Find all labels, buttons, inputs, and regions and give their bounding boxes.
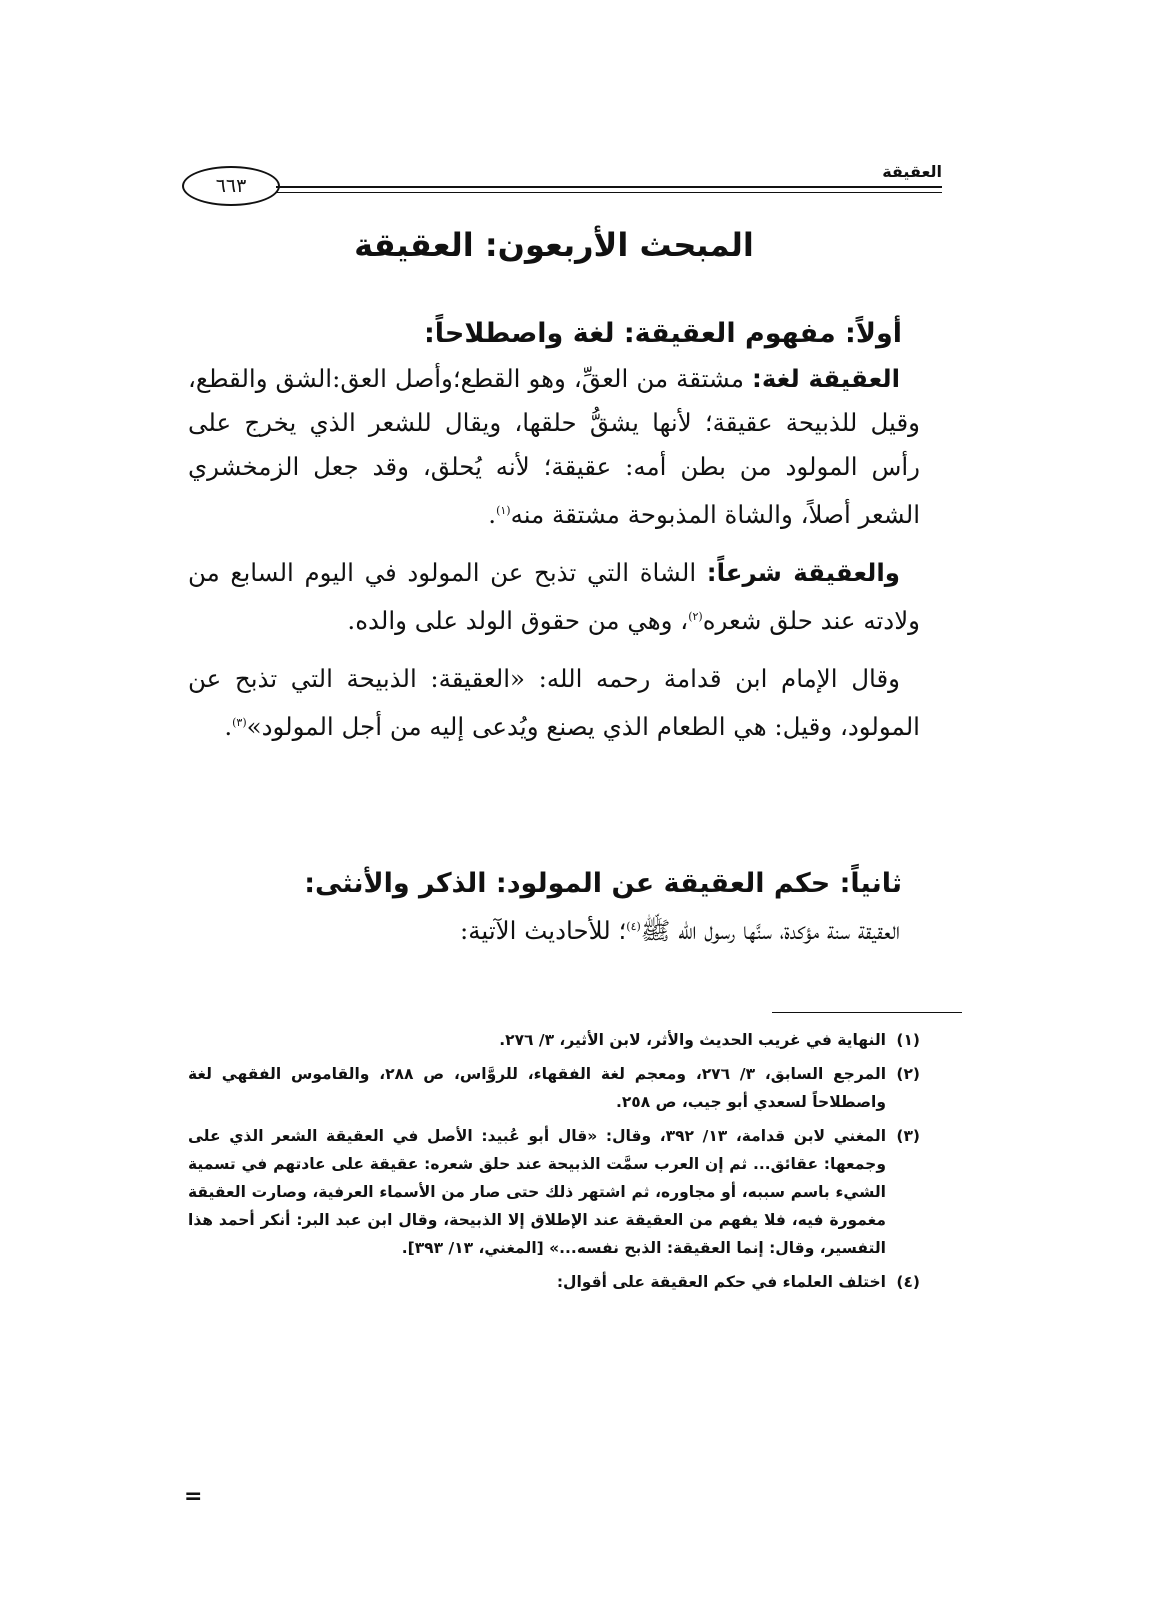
continuation-mark: = bbox=[184, 1484, 203, 1509]
paragraph-end: ، وهي من حقوق الولد على والده. bbox=[347, 606, 689, 636]
header-rule bbox=[276, 186, 942, 193]
footnote-ref-2[interactable]: (٢) bbox=[688, 610, 703, 624]
section-1-heading: أولاً: مفهوم العقيقة: لغة واصطلاحاً: bbox=[424, 318, 902, 349]
footnote-text: المرجع السابق، ٣/ ٢٧٦، ومعجم لغة الفقهاء، للروَّاس، ص ٢٨٨، والقاموس الفقهي لغة واصطلاحاً لسعدي أبو جيب، ص ٢٥٨. bbox=[188, 1065, 887, 1111]
paragraph-end: . bbox=[488, 500, 497, 530]
footnotes bbox=[188, 1026, 920, 1302]
page-number: ٦٦٣ bbox=[182, 166, 280, 206]
footnote-1 bbox=[188, 1026, 920, 1054]
footnote-number: (٣) bbox=[896, 1127, 920, 1145]
term-linguistic: العقيقة لغة: bbox=[752, 364, 900, 393]
section-1 bbox=[188, 318, 920, 749]
footnote-number: (٤) bbox=[896, 1273, 920, 1291]
footnote-ref-4[interactable]: (٤) bbox=[626, 920, 641, 933]
section-2-heading: ثانياً: حكم العقيقة عن المولود: الذكر والأنثى: bbox=[304, 868, 902, 899]
footnote-number: (٢) bbox=[896, 1065, 920, 1083]
footnote-text: المغني لابن قدامة، ١٣/ ٣٩٢، وقال: «قال أبو عُبيد: الأصل في العقيقة الشعر الذي على وجمعها: عقائق... ثم إن العرب سمَّت الذبيحة عند حلق شعره: عقيقة على عادتهم في تسمية الشيء باسم سببه، أو مجاوره، ثم اشتهر ذلك حتى صار من الأسماء العرفية، وصارت العقيقة مغمورة فيه، فلا يفهم من العقيقة عند الإطلاق إلا الذبيحة، وقال ابن عبد البر: أنكر أحمد هذا التفسير، وقال: إنما العقيقة: الذبح نفسه...» [المغني، ١٣/ ٣٩٣]. bbox=[188, 1127, 887, 1257]
term-legal: والعقيقة شرعاً: bbox=[706, 558, 900, 588]
running-header bbox=[180, 158, 942, 208]
paragraph-text: العقيقة سنة مؤكدة، سنَّها رسول الله ﷺ bbox=[640, 916, 900, 946]
footnote-separator bbox=[772, 1012, 962, 1013]
paragraph-text: مشتقة من العقِّ، وهو القطع؛وأصل العق:الشق والقطع، وقيل للذبيحة عقيقة؛ لأنها يشقُّ حلقها، ويقال للشعر الذي يخرج على رأس المولود من بطن أمه: عقيقة؛ لأنه يُحلق، وقد جعل الزمخشري الشعر أصلاً، والشاة المذبوحة مشتقة منه bbox=[188, 364, 920, 530]
footnote-ref-3[interactable]: (٣) bbox=[232, 716, 247, 730]
section-2 bbox=[188, 868, 920, 953]
footnote-text: اختلف العلماء في حكم العقيقة على أقوال: bbox=[556, 1273, 886, 1291]
paragraph-text: وقال الإمام ابن قدامة رحمه الله: «العقيقة: الذبيحة التي تذبح عن المولود، وقيل: هي الطعام الذي يصنع ويُدعى إليه من أجل المولود» bbox=[188, 664, 920, 742]
paragraph-text: الشاة التي تذبح عن المولود في اليوم السابع من ولادته عند حلق شعره bbox=[188, 558, 920, 636]
chapter-title: المبحث الأربعون: العقيقة bbox=[354, 226, 754, 264]
footnote-4 bbox=[188, 1268, 920, 1296]
paragraph-legal-definition bbox=[188, 551, 920, 643]
footnote-3 bbox=[188, 1122, 920, 1262]
footnote-number: (١) bbox=[896, 1031, 920, 1049]
running-title: العقيقة bbox=[882, 162, 942, 181]
paragraph-ibn-qudama bbox=[188, 657, 920, 749]
paragraph-end: . bbox=[224, 712, 233, 742]
footnote-ref-1[interactable]: (١) bbox=[496, 504, 511, 517]
footnote-2 bbox=[188, 1060, 920, 1116]
footnote-text: النهاية في غريب الحديث والأثر، لابن الأثير، ٣/ ٢٧٦. bbox=[499, 1031, 886, 1049]
paragraph-end: ؛ للأحاديث الآتية: bbox=[460, 916, 627, 946]
paragraph-ruling bbox=[188, 905, 920, 953]
paragraph-linguistic-definition bbox=[188, 357, 920, 537]
